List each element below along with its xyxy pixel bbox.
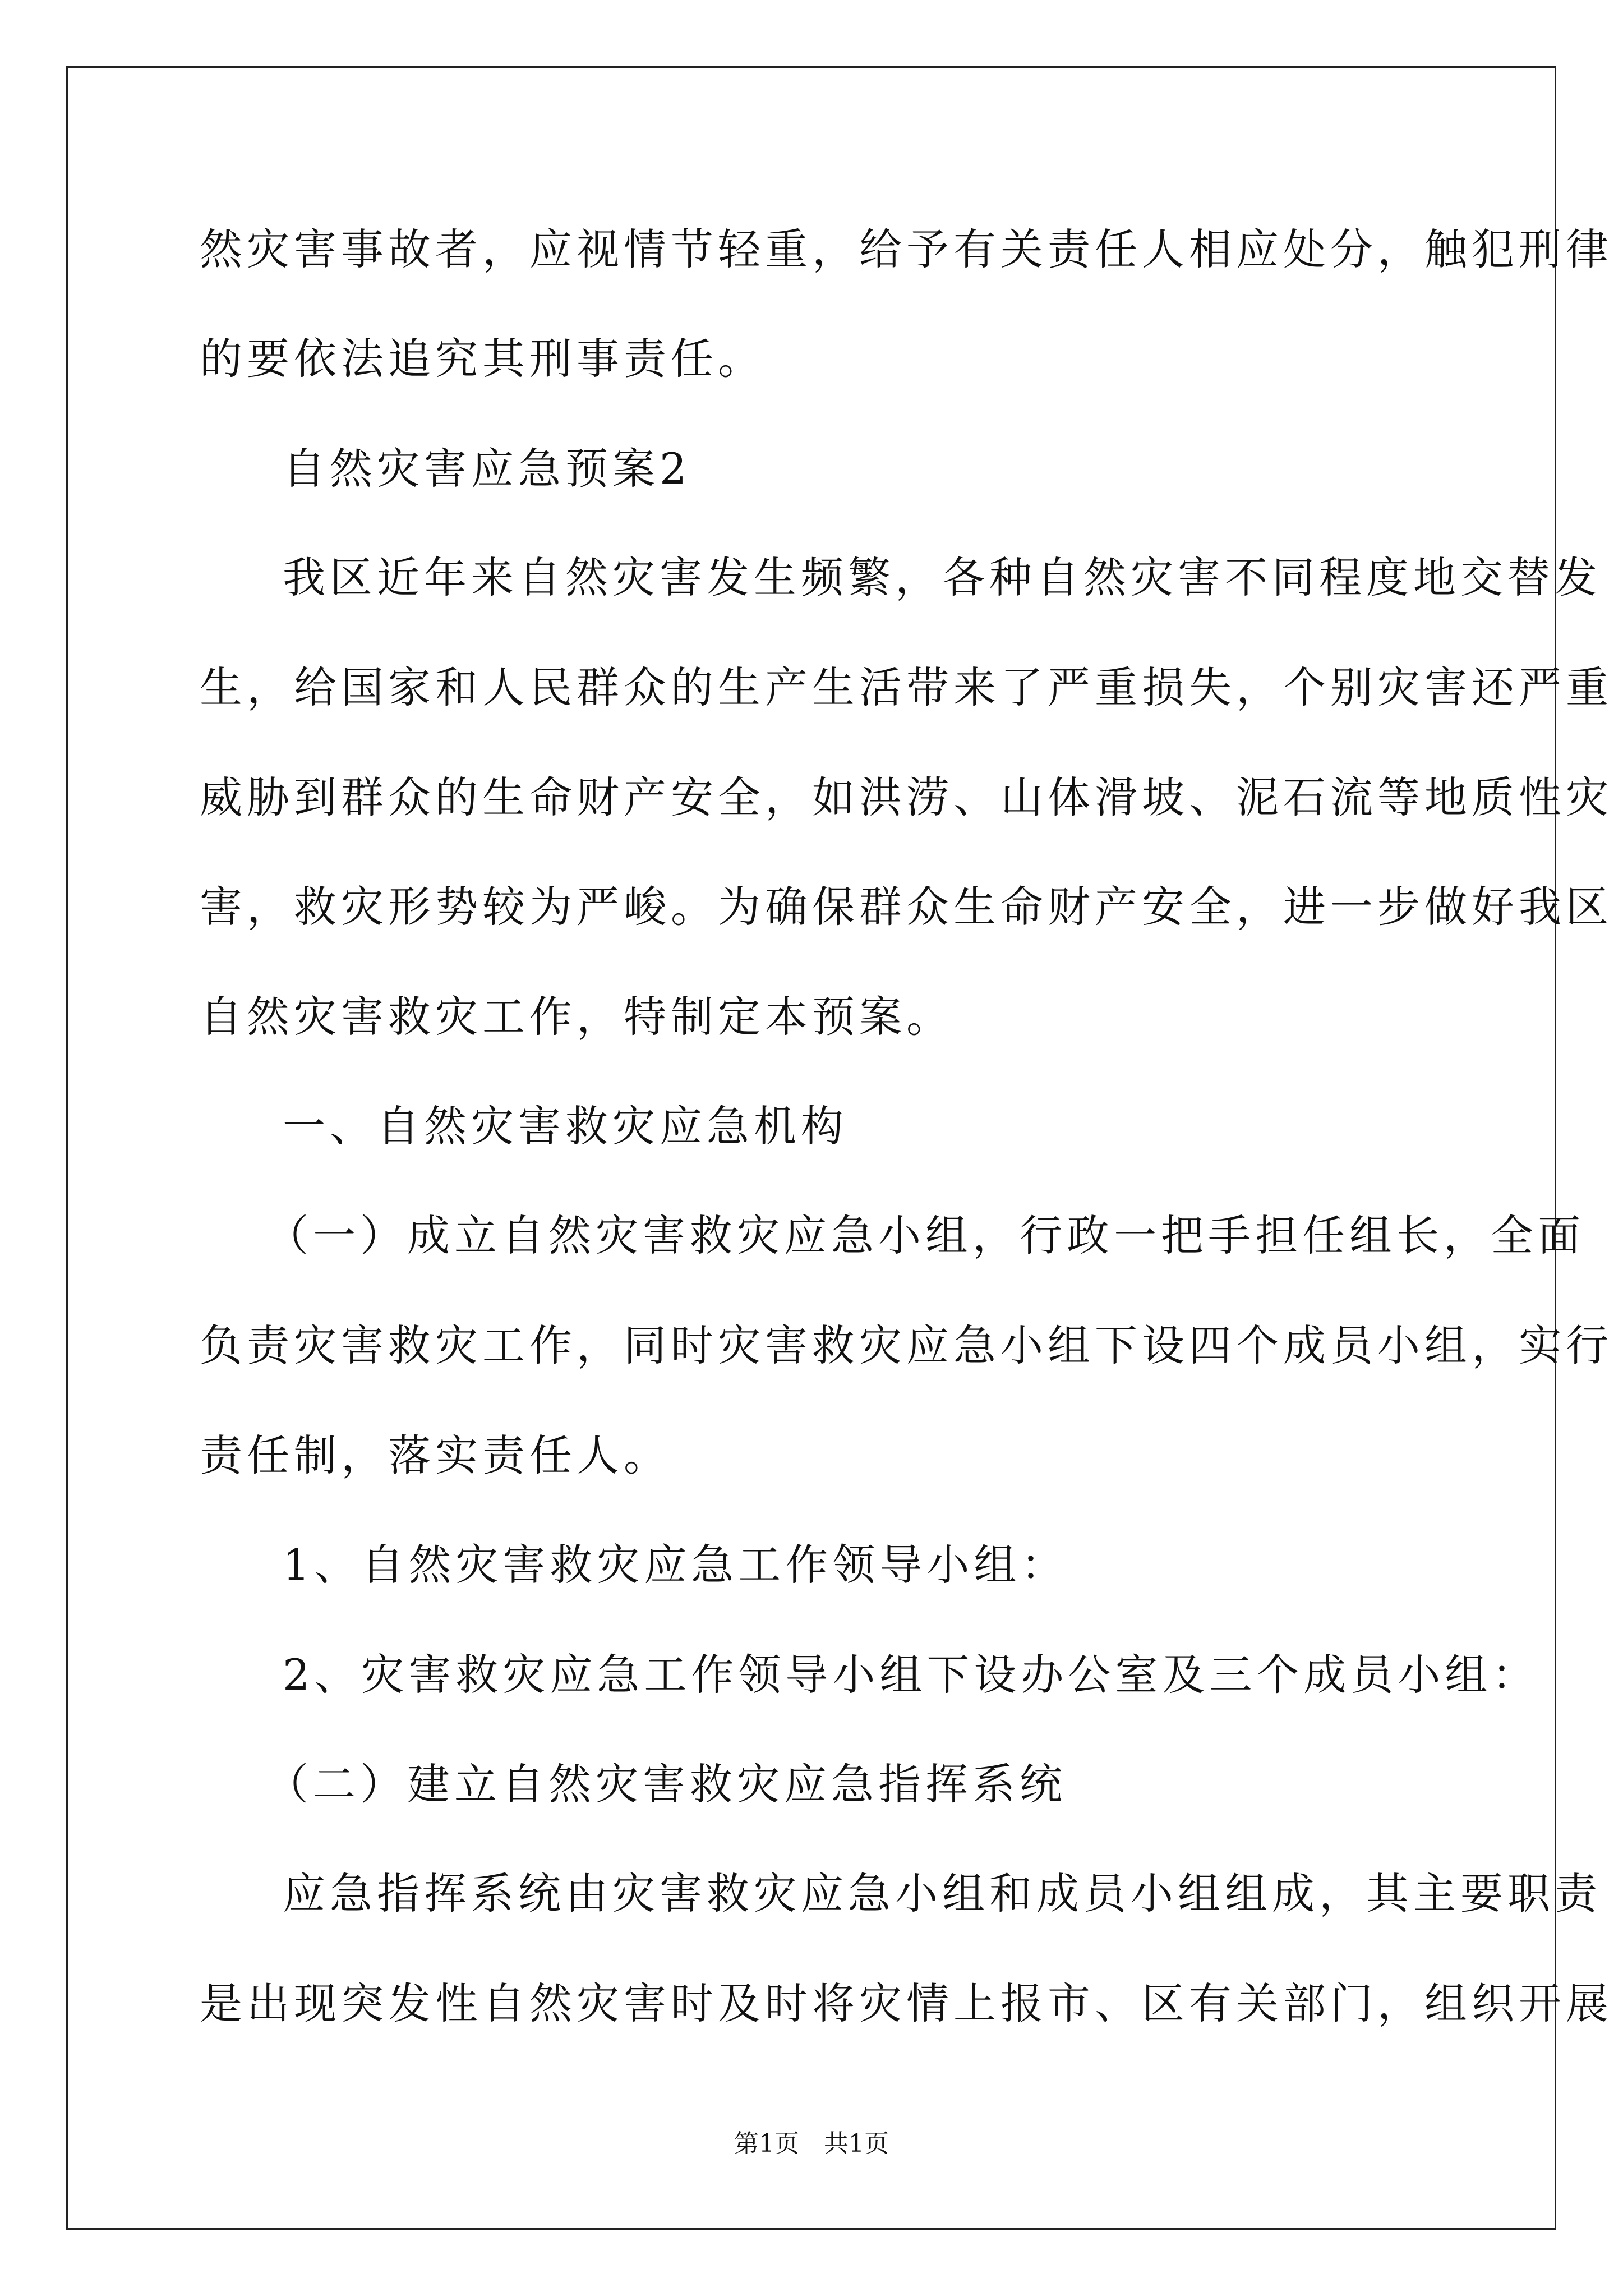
paragraph-line: 的要依法追究其刑事责任。 xyxy=(200,334,765,384)
page-number: 第1页 共1页 xyxy=(734,2129,889,2158)
paragraph-line: 然灾害事故者，应视情节轻重，给予有关责任人相应处分，触犯刑律 xyxy=(200,224,1613,274)
paragraph-line: 负责灾害救灾工作，同时灾害救灾应急小组下设四个成员小组，实行 xyxy=(200,1320,1613,1370)
paragraph-line: 自然灾害救灾工作，特制定本预案。 xyxy=(200,992,953,1042)
section-heading: 自然灾害应急预案2 xyxy=(283,444,691,494)
list-item: 1、自然灾害救灾应急工作领导小组： xyxy=(283,1540,1068,1590)
paragraph-line: 生，给国家和人民群众的生产生活带来了严重损失，个别灾害还严重 xyxy=(200,662,1613,712)
paragraph-line: 我区近年来自然灾害发生频繁，各种自然灾害不同程度地交替发 xyxy=(283,553,1602,602)
list-item: 2、灾害救灾应急工作领导小组下设办公室及三个成员小组： xyxy=(283,1650,1539,1700)
paragraph-line: 应急指挥系统由灾害救灾应急小组和成员小组组成，其主要职责 xyxy=(283,1869,1602,1918)
section-heading: 一、自然灾害救灾应急机构 xyxy=(283,1101,848,1151)
section-heading: （二）建立自然灾害救灾应急指挥系统 xyxy=(266,1759,1067,1809)
paragraph-line: 是出现突发性自然灾害时及时将灾情上报市、区有关部门，组织开展 xyxy=(200,1978,1613,2028)
paragraph-line: 害，救灾形势较为严峻。为确保群众生命财产安全，进一步做好我区 xyxy=(200,882,1613,932)
paragraph-line: 责任制，落实责任人。 xyxy=(200,1430,671,1480)
paragraph-line: （一）成立自然灾害救灾应急小组，行政一把手担任组长，全面 xyxy=(266,1211,1585,1260)
paragraph-line: 威胁到群众的生命财产安全，如洪涝、山体滑坡、泥石流等地质性灾 xyxy=(200,772,1613,822)
